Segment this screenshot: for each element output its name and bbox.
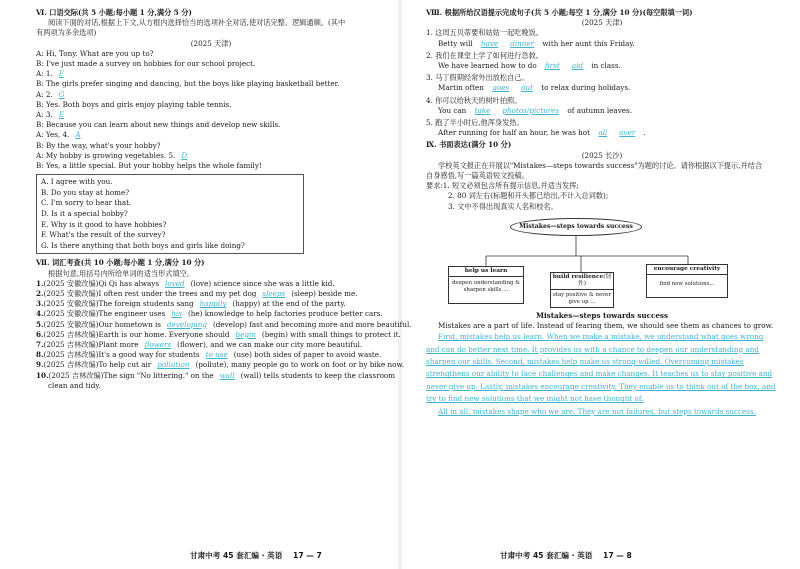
branch-body: find new solutions... xyxy=(659,280,715,287)
translation-list xyxy=(426,28,778,138)
vocab-item: 5.(2025 安徽改编)Our hometown is developing (develop) fast and becoming more and more beautiful. xyxy=(36,319,412,329)
mind-map-branch-resilience xyxy=(550,272,614,308)
translation-answer: photos/pictures xyxy=(502,105,560,115)
translation-prompt: 1. 这周五贝蒂要和姑姑一起吃晚饭。 xyxy=(426,28,543,38)
dialogue-line: B: I've just made a survey on hobbies for our school project. xyxy=(36,59,256,69)
essay-paragraph: All in all, mistakes shape who we are. They are not failures, but steps towards success. xyxy=(438,406,756,416)
section-7-title: Ⅶ. 词汇考查(共 10 小题;每小题 1 分,满分 10 分) xyxy=(36,258,205,268)
dialogue-line: A: Hi, Tony. What are you up to? xyxy=(36,48,154,58)
vocab-item: 2.(2025 安徽改编)I often rest under the trees and my pet dog sleeps (sleep) beside me. xyxy=(36,289,358,299)
dialogue-line: B: By the way, what's your hobby? xyxy=(36,140,161,150)
translation-answer: out xyxy=(521,83,533,93)
translation-answer: aid xyxy=(571,61,584,71)
vocab-item: 3.(2025 安徽改编)The foreign students sang happily (happy) at the end of the party. xyxy=(36,299,346,309)
translation-answer: over xyxy=(619,128,636,138)
requirement-1: 要求:1. 短文必须包含所有提示信息,并适当发挥; xyxy=(426,181,579,191)
vocab-list xyxy=(36,278,412,381)
option-item: A. I agree with you. xyxy=(41,177,113,187)
translation-answer: first xyxy=(545,61,560,71)
translation-answer: have xyxy=(481,38,499,48)
section-6-instructions: 阅读下面的对话,根据上下文,从方框内选择恰当的选项补全对话,使对话完整、逻辑通顺。(其中 xyxy=(48,18,346,28)
mind-map-branch-creativity xyxy=(646,264,728,298)
vocab-item: 7.(2025 吉林改编)Plant more flowers (flower), and we can make our city more beautiful. xyxy=(36,340,363,350)
option-item: B. Do you stay at home? xyxy=(41,187,130,197)
footer-brand: 甘肃中考 45 套汇编 · 英语 xyxy=(500,551,593,560)
section-9-instructions: 学校英文报正在开展以"Mistakes—steps towards success"为题的讨论。请你根据以下提示,并结合 xyxy=(438,160,763,170)
vocab-answer: to use xyxy=(205,350,228,360)
footer-brand: 甘肃中考 45 套汇编 · 英语 xyxy=(190,551,283,560)
mind-map-center: Mistakes—steps towards success xyxy=(510,218,642,236)
section-8-source: (2025 天津) xyxy=(581,18,623,28)
options-box xyxy=(36,174,304,254)
right-footer xyxy=(500,550,632,561)
vocab-last-line: clean and tidy. xyxy=(48,380,101,390)
page-number: 17 — 7 xyxy=(293,551,322,560)
essay-intro: Mistakes are a part of life. Instead of fearing them, we should see them as chances to grow. xyxy=(438,321,774,331)
option-item: E. Why is it good to have hobbies? xyxy=(41,219,167,229)
translation-answer: all xyxy=(598,128,608,138)
option-item: F. What's the result of the survey? xyxy=(41,230,166,240)
section-8-title: Ⅷ. 根据所给汉语提示完成句子(共 5 小题;每空 1 分,满分 10 分)(每空限填一词) xyxy=(426,8,693,17)
essay-title: Mistakes—steps towards success xyxy=(535,310,669,320)
right-page xyxy=(400,0,800,569)
section-6-source: (2025 天津) xyxy=(190,38,232,48)
vocab-answer: sleeps xyxy=(262,289,286,299)
vocab-answer: loved xyxy=(165,278,185,288)
translation-answer: goes xyxy=(492,83,510,93)
vocab-answer: his xyxy=(171,309,182,319)
translation-answer: take xyxy=(474,105,491,115)
essay-body xyxy=(426,331,778,418)
vocab-answer: happily xyxy=(199,299,227,309)
dialogue-line: B: Yes. Both boys and girls enjoy playing table tennis. xyxy=(36,99,232,109)
translation-answer: dinner xyxy=(510,38,535,48)
translation-sentence: Betty will have dinner with her aunt this Friday. xyxy=(438,38,635,48)
translation-sentence: We have learned how to do first aid in class. xyxy=(438,61,621,71)
translation-prompt: 3. 马丁假期经常外出放松自己。 xyxy=(426,73,529,83)
branch-title: build resilience(韧性) xyxy=(551,273,613,290)
vocab-answer: pollution xyxy=(157,360,190,370)
essay-paragraph: First, mistakes help us learn. When we make a mistake, we understand what goes wrong and can do better next time. It provides us with a chance to deepen our understanding and sharpen our skills. Second, mistakes help make us strong-willed. Overcoming mistakes strengthens our ability to face challenges and make changes. It teaches us to stay positive and never give up. Lastly, mistakes encourage creativity. They enable us to think out of the box, and try to find new solutions that we might not have thought of. xyxy=(426,332,776,404)
section-6-title: Ⅵ. 口语交际(共 5 小题;每小题 1 分,满分 5 分) xyxy=(36,8,192,17)
vocab-answer: begin xyxy=(235,329,256,339)
dialogue-blank-3: A: 3. E xyxy=(36,110,65,120)
page-number: 17 — 8 xyxy=(603,551,632,560)
branch-title: help us learn xyxy=(449,267,523,277)
vocab-answer: developing xyxy=(167,319,207,329)
dialogue-line: B: Because you can learn about new things and develop new skills. xyxy=(36,120,281,130)
branch-body: stay positive & never give up ... xyxy=(553,291,611,305)
dialogue-blank-2: A: 2. G xyxy=(36,89,65,99)
translation-sentence: Martin often goes out to relax during holidays. xyxy=(438,83,631,93)
dialogue-blank-4: A: Yes, 4. A xyxy=(36,130,81,140)
vocab-item: 6.(2025 吉林改编)Earth is our home. Everyone should begin (begin) with small things to protect it. xyxy=(36,329,401,339)
option-item: C. I'm sorry to hear that. xyxy=(41,198,132,208)
left-footer xyxy=(190,550,322,561)
branch-body: deepen understanding & sharpen skills ... xyxy=(451,279,521,293)
section-7-instructions: 根据句意,用括号内所给单词的适当形式填空。 xyxy=(48,268,195,278)
dialogue-blank-1: A: 1. F xyxy=(36,69,64,79)
translation-prompt: 5. 跑了半小时后,他浑身发热。 xyxy=(426,118,524,128)
requirement-3: 3. 文中不得出现真实人名和校名。 xyxy=(448,201,558,211)
translation-prompt: 2. 我们在课堂上学了如何进行急救。 xyxy=(426,50,543,60)
translation-sentence: You can take photos/pictures of autumn leaves. xyxy=(438,105,632,115)
section-6-instructions-cont: 有两项为多余选项) xyxy=(36,28,97,38)
vocab-item: 1.(2025 安徽改编)Qi Qi has always loved (love) science since she was a little kid. xyxy=(36,278,335,288)
translation-prompt: 4. 你可以给秋天的树叶拍照。 xyxy=(426,95,522,105)
vocab-answer: wall xyxy=(219,370,235,380)
option-item: G. Is there anything that both boys and girls like doing? xyxy=(41,240,245,250)
vocab-item: 8.(2025 吉林改编)It's a good way for students to use (use) both sides of paper to avoid waste. xyxy=(36,350,382,360)
branch-title: encourage creativity xyxy=(647,265,727,275)
vocab-answer: flowers xyxy=(144,340,172,350)
vocab-item: 4.(2025 安徽改编)The engineer uses his (he) knowledge to help factories produce better cars. xyxy=(36,309,383,319)
option-item: D. Is it a special hobby? xyxy=(41,209,128,219)
dialogue-blank-5: A: My hobby is growing vegetables. 5. D xyxy=(36,150,188,160)
section-9-source: (2025 长沙) xyxy=(581,150,623,160)
dialogue-line: B: Yes, a little special. But your hobby helps the whole family! xyxy=(36,161,262,171)
vocab-item: 10.(2025 吉林改编)The sign "No littering." on the wall (wall) tells students to keep the classroom xyxy=(36,370,396,380)
section-9-title: Ⅸ. 书面表达(满分 10 分) xyxy=(426,140,512,150)
mind-map-branch-learn xyxy=(448,266,524,304)
vocab-item: 9.(2025 吉林改编)To help cut air pollution (pollute), many people go to work on foot or by bike now. xyxy=(36,360,405,370)
section-9-instructions-cont: 自身感悟,写一篇英语短文投稿。 xyxy=(426,171,529,181)
translation-sentence: After running for half an hour, he was hot all over . xyxy=(438,128,646,138)
requirement-2: 2. 80 词左右(标题和开头都已给出,不计入总词数); xyxy=(448,191,609,201)
mind-map xyxy=(426,216,778,308)
dialogue-line: B: The girls prefer singing and dancing, but the boys like playing basketball better. xyxy=(36,79,340,89)
